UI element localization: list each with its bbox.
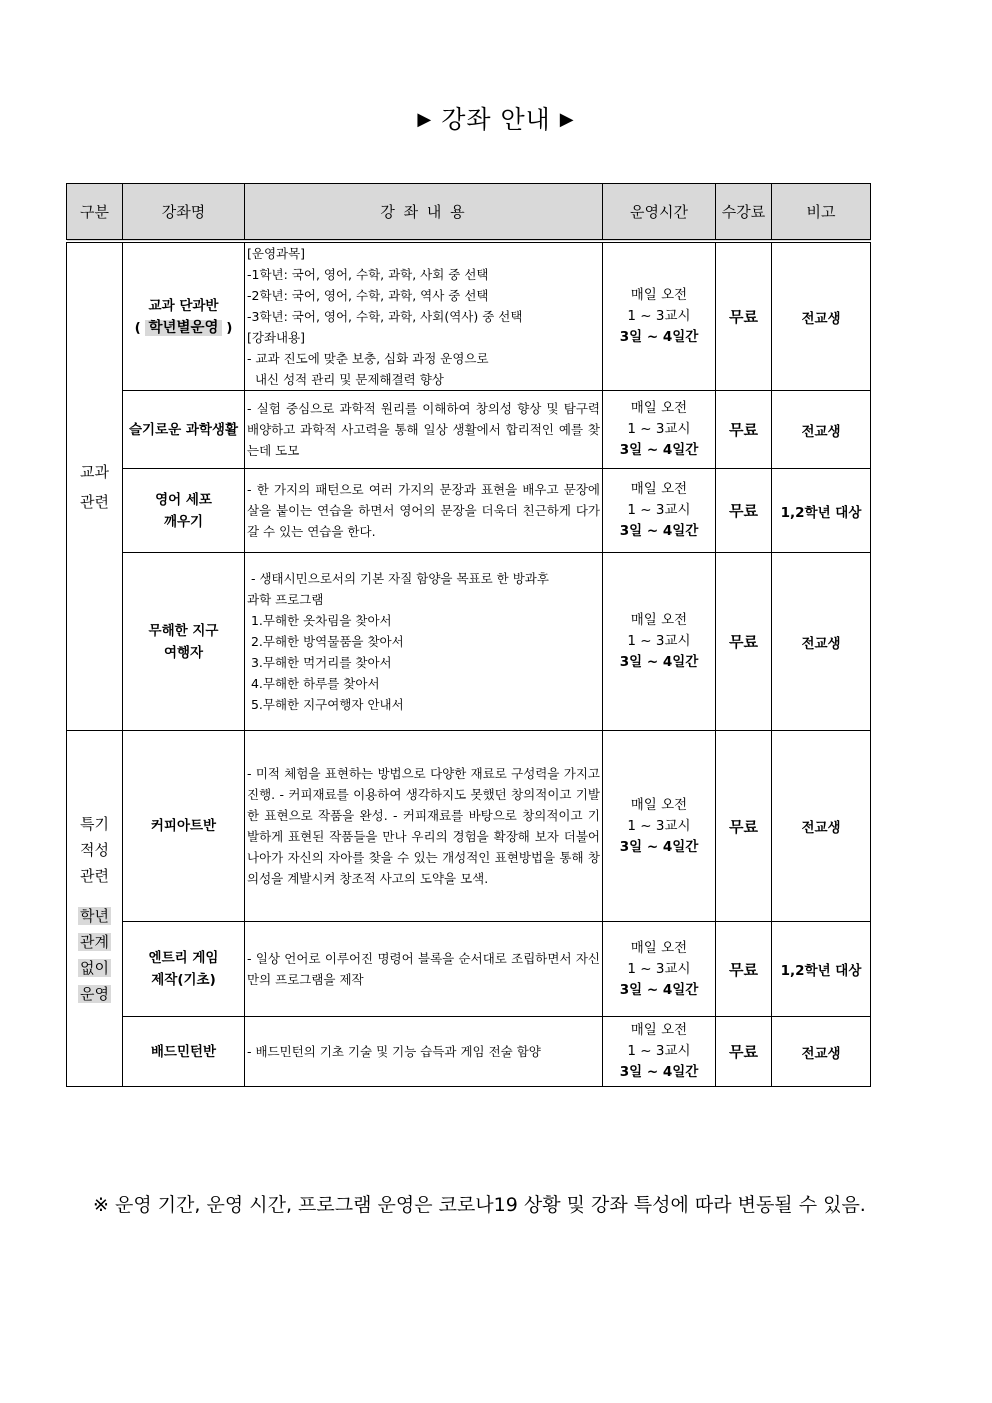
note-cell: 전교생	[772, 553, 871, 731]
table-row	[67, 241, 871, 391]
content-line: -2학년: 국어, 영어, 수학, 과학, 역사 중 선택	[247, 288, 489, 303]
table-row	[67, 731, 871, 922]
time-line: 매일 오전	[630, 287, 688, 303]
course-name-cell	[123, 391, 245, 469]
table-row	[67, 391, 871, 469]
note-cell: 1,2학년 대상	[772, 469, 871, 553]
category-highlight-line: 관계	[80, 932, 109, 951]
fee-cell: 무료	[716, 731, 772, 922]
triangle-right-icon: ▶	[559, 109, 575, 130]
header-course-name: 강좌명	[123, 184, 245, 242]
time-line: 매일 오전	[630, 939, 688, 956]
category-cell	[67, 731, 123, 1087]
time-line: 매일 오전	[630, 1022, 688, 1038]
time-line: 매일 오전	[630, 400, 688, 416]
course-content-cell: - 배드민턴의 기초 기술 및 기능 습득과 게임 전술 함양	[245, 1017, 603, 1087]
course-name-highlight: 학년별운영	[145, 320, 221, 336]
content-line: 내신 성적 관리 및 문제해결력 향상	[247, 372, 444, 387]
header-note: 비고	[772, 184, 871, 242]
table-row	[67, 1017, 871, 1087]
header-fee: 수강료	[716, 184, 772, 242]
course-name: 슬기로운 과학생활	[128, 421, 239, 438]
course-name: 깨우기	[163, 513, 204, 530]
course-name: 커피아트반	[150, 818, 217, 834]
course-content-cell: - 미적 체험을 표현하는 방법으로 다양한 재료로 구성력을 가지고 진행. - 커피재료를 이용하여 생각하지도 못했던 창의적이고 기발한 표현으로 작품을 완성. - 커피재료를 바탕으로 창의적이고 기발하게 표현된 작품들을 만나 우리의 경험을 확장해 보자 더불어 나아가 자신의 자아를 찾을 수 있는 개성적인 표현방법을 통해 창의성을 계발시켜 창조적 사고의 도약을 모색.	[245, 731, 603, 922]
category-highlight-line: 학년	[80, 906, 109, 925]
note-cell: 전교생	[772, 391, 871, 469]
time-cell	[603, 391, 716, 469]
time-cell	[603, 922, 716, 1017]
note-cell: 전교생	[772, 1017, 871, 1087]
course-name: 교과 단과반	[148, 297, 219, 314]
fee-cell: 무료	[716, 553, 772, 731]
course-name: 제작(기초)	[151, 972, 216, 988]
time-cell	[603, 731, 716, 922]
course-name-cell	[123, 1017, 245, 1087]
content-line: 2.무해한 방역물품을 찾아서	[247, 634, 404, 649]
course-name: 여행자	[163, 644, 204, 661]
time-line: 3일 ~ 4일간	[619, 838, 699, 855]
category-highlight-line: 없이	[80, 958, 109, 977]
header-content: 강 좌 내 용	[245, 184, 603, 242]
course-name-cell	[123, 922, 245, 1017]
time-line: 3일 ~ 4일간	[619, 523, 699, 539]
content-line: - 생태시민으로서의 기본 자질 함양을 목표로 한 방과후	[247, 571, 549, 586]
table-header-row	[67, 184, 871, 242]
course-name-cell: 교과 단과반 ( 학년별운영 )	[123, 241, 245, 391]
course-content-cell: - 한 가지의 패턴으로 여러 가지의 문장과 표현을 배우고 문장에 살을 붙이는 연습을 하면서 영어의 문장을 더욱더 친근하게 다가갈 수 있는 연습을 한다.	[245, 469, 603, 553]
time-line: 1 ~ 3교시	[627, 633, 691, 649]
course-name-cell	[123, 731, 245, 922]
time-cell	[603, 469, 716, 553]
content-line: -1학년: 국어, 영어, 수학, 과학, 사회 중 선택	[247, 267, 489, 282]
course-name-cell	[123, 553, 245, 731]
footnote: ※ 운영 기간, 운영 시간, 프로그램 운영은 코로나19 상황 및 강좌 특성에 따라 변동될 수 있음.	[93, 1194, 866, 1216]
note-cell: 1,2학년 대상	[772, 922, 871, 1017]
time-line: 1 ~ 3교시	[627, 817, 691, 834]
content-line: [운영과목]	[247, 246, 306, 261]
fee-cell: 무료	[716, 922, 772, 1017]
table-row	[67, 922, 871, 1017]
time-line: 매일 오전	[630, 612, 688, 628]
content-line: 5.무해한 지구여행자 안내서	[247, 697, 404, 712]
page-title-text: 강좌 안내	[441, 105, 551, 134]
time-line: 1 ~ 3교시	[627, 1043, 691, 1059]
time-line: 3일 ~ 4일간	[619, 329, 699, 345]
course-content-cell	[245, 553, 603, 731]
time-line: 매일 오전	[630, 796, 688, 813]
fee-cell: 무료	[716, 1017, 772, 1087]
fee-cell: 무료	[716, 241, 772, 391]
time-line: 1 ~ 3교시	[627, 960, 691, 977]
time-cell	[603, 553, 716, 731]
time-line: 1 ~ 3교시	[627, 502, 691, 518]
time-cell	[603, 241, 716, 391]
course-table	[66, 183, 871, 1087]
note-cell: 전교생	[772, 241, 871, 391]
time-line: 3일 ~ 4일간	[619, 442, 699, 458]
course-name: 무해한 지구	[148, 622, 219, 639]
time-line: 3일 ~ 4일간	[619, 654, 699, 670]
fee-cell: 무료	[716, 469, 772, 553]
category-line: 관련	[80, 492, 109, 511]
category-line: 특기	[80, 814, 109, 833]
time-line: 3일 ~ 4일간	[619, 1064, 699, 1080]
time-cell	[603, 1017, 716, 1087]
course-name-cell	[123, 469, 245, 553]
content-line: 과학 프로그램	[247, 592, 324, 607]
table-row	[67, 553, 871, 731]
category-cell	[67, 241, 123, 731]
category-highlight-line: 운영	[80, 984, 109, 1003]
course-content-cell	[245, 241, 603, 391]
note-cell: 전교생	[772, 731, 871, 922]
content-line: [강좌내용]	[247, 330, 306, 345]
table-row	[67, 469, 871, 553]
category-line: 관련	[80, 866, 109, 885]
fee-cell: 무료	[716, 391, 772, 469]
content-line: - 교과 진도에 맞춘 보충, 심화 과정 운영으로	[247, 351, 489, 366]
category-line: 교과	[80, 462, 109, 481]
time-line: 매일 오전	[630, 481, 688, 497]
content-line: 4.무해한 하루를 찾아서	[247, 676, 380, 691]
page-title	[0, 100, 992, 136]
course-name: 배드민턴반	[150, 1043, 217, 1060]
course-name: 엔트리 게임	[148, 950, 219, 966]
triangle-right-icon: ▶	[417, 109, 433, 130]
header-category: 구분	[67, 184, 123, 242]
course-content-cell: - 일상 언어로 이루어진 명령어 블록을 순서대로 조립하면서 자신만의 프로그램을 제작	[245, 922, 603, 1017]
course-content-cell: - 실험 중심으로 과학적 원리를 이해하여 창의성 향상 및 탐구력 배양하고 과학적 사고력을 통해 일상 생활에서 합리적인 예를 찾는데 도모	[245, 391, 603, 469]
time-line: 1 ~ 3교시	[627, 421, 691, 437]
course-name: 영어 세포	[155, 491, 212, 508]
time-line: 3일 ~ 4일간	[619, 981, 699, 998]
content-line: 1.무해한 옷차림을 찾아서	[247, 613, 392, 628]
category-line: 적성	[80, 840, 109, 859]
content-line: -3학년: 국어, 영어, 수학, 과학, 사회(역사) 중 선택	[247, 309, 523, 324]
content-line: 3.무해한 먹거리를 찾아서	[247, 655, 392, 670]
header-time: 운영시간	[603, 184, 716, 242]
time-line: 1 ~ 3교시	[627, 308, 691, 324]
